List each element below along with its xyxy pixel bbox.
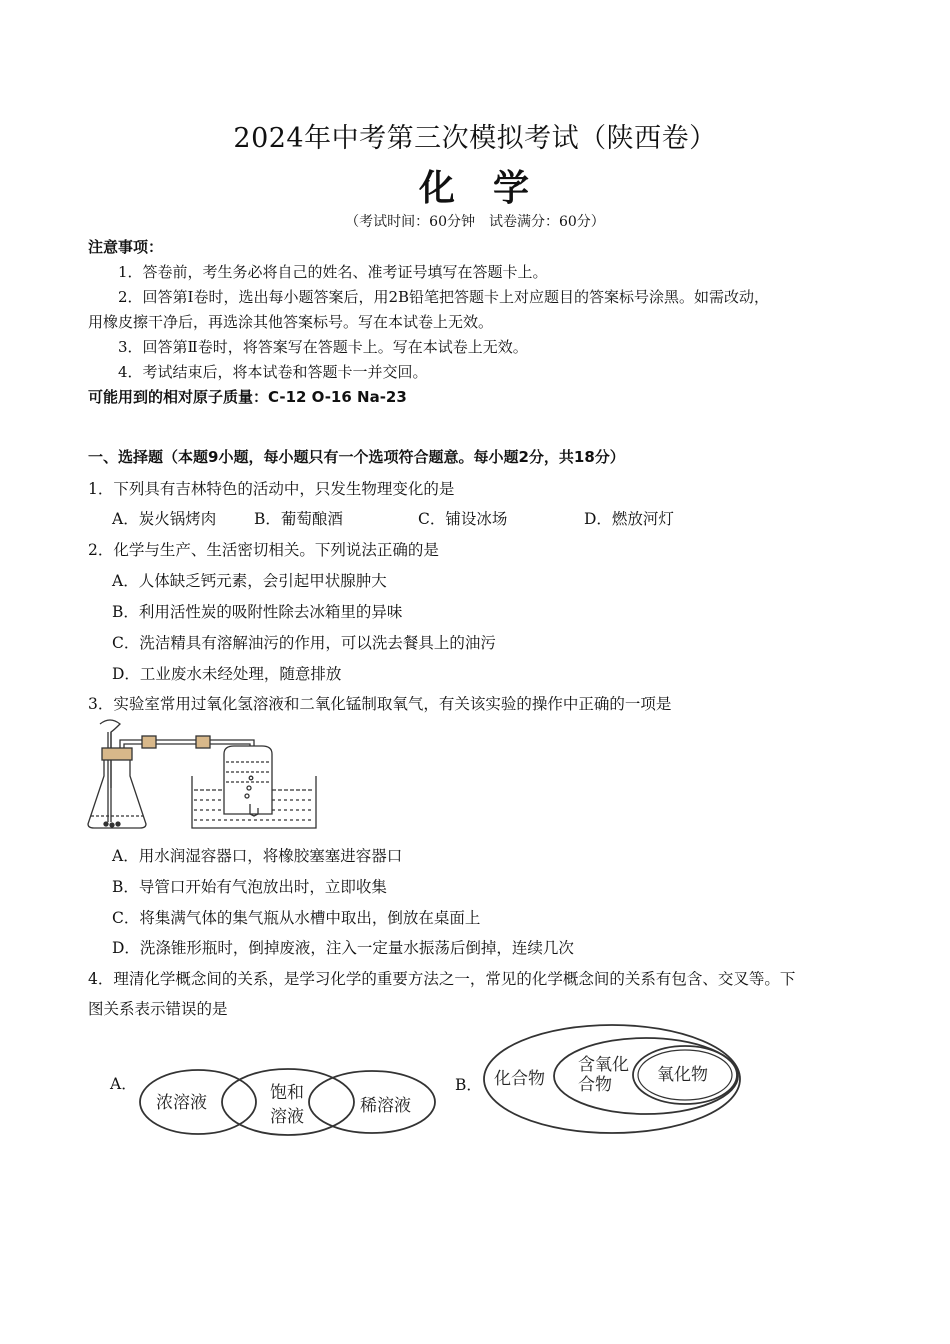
label-saturated-1: 饱和 xyxy=(270,1083,304,1103)
note-1: 1．答卷前，考生务必将自己的姓名、准考证号填写在答题卡上。 xyxy=(118,263,548,281)
notes-heading: 注意事项： xyxy=(88,238,164,256)
subject-char-1: 化 xyxy=(418,167,457,209)
exam-title: 2024年中考第三次模拟考试（陕西卷） xyxy=(233,123,717,154)
q3-option-a: A．用水润湿容器口，将橡胶塞塞进容器口 xyxy=(112,847,403,865)
label-dilute: 稀溶液 xyxy=(360,1096,411,1116)
subject-title xyxy=(0,160,950,211)
label-oxygen-compound-1: 含氧化 xyxy=(578,1055,629,1075)
section-heading: 一、选择题（本题9小题，每小题只有一个选项符合题意。每小题2分，共18分） xyxy=(88,448,625,466)
q3-option-b: B．导管口开始有气泡放出时，立即收集 xyxy=(112,878,387,896)
rubber-stopper xyxy=(102,748,132,760)
q2-option-b: B．利用活性炭的吸附性除去冰箱里的异味 xyxy=(112,603,403,621)
label-oxide: 氧化物 xyxy=(657,1065,708,1085)
q1-stem: 1．下列具有吉林特色的活动中，只发生物理变化的是 xyxy=(88,480,455,498)
q3-stem: 3．实验室常用过氧化氢溶液和二氧化锰制取氧气，有关该实验的操作中正确的一项是 xyxy=(88,695,672,713)
label-saturated-2: 溶液 xyxy=(270,1107,304,1127)
label-oxygen-compound-2: 合物 xyxy=(578,1075,612,1095)
note-3: 3．回答第Ⅱ卷时，将答案写在答题卡上。写在本试卷上无效。 xyxy=(118,338,528,356)
label-compound: 化合物 xyxy=(494,1069,545,1089)
q2-option-c: C．洗洁精具有溶解油污的作用，可以洗去餐具上的油污 xyxy=(112,634,496,652)
note-2: 2．回答第Ⅰ卷时，选出每小题答案后，用2B铅笔把答题卡上对应题目的答案标号涂黑。如需改动， xyxy=(118,288,770,306)
q1-option-a: A．炭火锅烤肉 xyxy=(112,510,217,528)
q3-option-c: C．将集满气体的集气瓶从水槽中取出，倒放在桌面上 xyxy=(112,909,481,927)
q4-stem-line1: 4．理清化学概念间的关系，是学习化学的重要方法之一，常见的化学概念间的关系有包含、交叉等。下 xyxy=(88,970,796,988)
q1-option-d: D．燃放河灯 xyxy=(584,510,674,528)
q2-option-a: A．人体缺乏钙元素，会引起甲状腺肿大 xyxy=(112,572,387,590)
q4-diagram-a-label: A． xyxy=(110,1075,137,1093)
note-2-cont: 用橡皮擦干净后，再选涂其他答案标号。写在本试卷上无效。 xyxy=(88,313,494,331)
q1-option-b: B．葡萄酿酒 xyxy=(254,510,343,528)
gas-jar xyxy=(224,746,272,814)
q2-option-d: D．工业废水未经处理，随意排放 xyxy=(112,665,342,683)
q2-stem: 2．化学与生产、生活密切相关。下列说法正确的是 xyxy=(88,541,439,559)
q4-diagram-b-label: B． xyxy=(455,1076,482,1094)
exam-meta: （考试时间：60分钟 试卷满分：60分） xyxy=(345,214,605,230)
atomic-mass: 可能用到的相对原子质量：C-12 O-16 Na-23 xyxy=(88,388,407,406)
q3-option-d: D．洗涤锥形瓶时，倒掉废液，注入一定量水振荡后倒掉，连续几次 xyxy=(112,939,574,957)
q4-diagram-a xyxy=(136,1066,446,1138)
subject-char-2: 学 xyxy=(493,167,532,209)
label-concentrated: 浓溶液 xyxy=(156,1093,207,1113)
q4-diagram-b xyxy=(482,1020,746,1138)
q1-option-c: C．铺设冰场 xyxy=(418,510,508,528)
note-4: 4．考试结束后，将本试卷和答题卡一并交回。 xyxy=(118,363,428,381)
oxygen-apparatus-diagram xyxy=(84,718,324,836)
q4-stem-line2: 图关系表示错误的是 xyxy=(88,1000,228,1018)
